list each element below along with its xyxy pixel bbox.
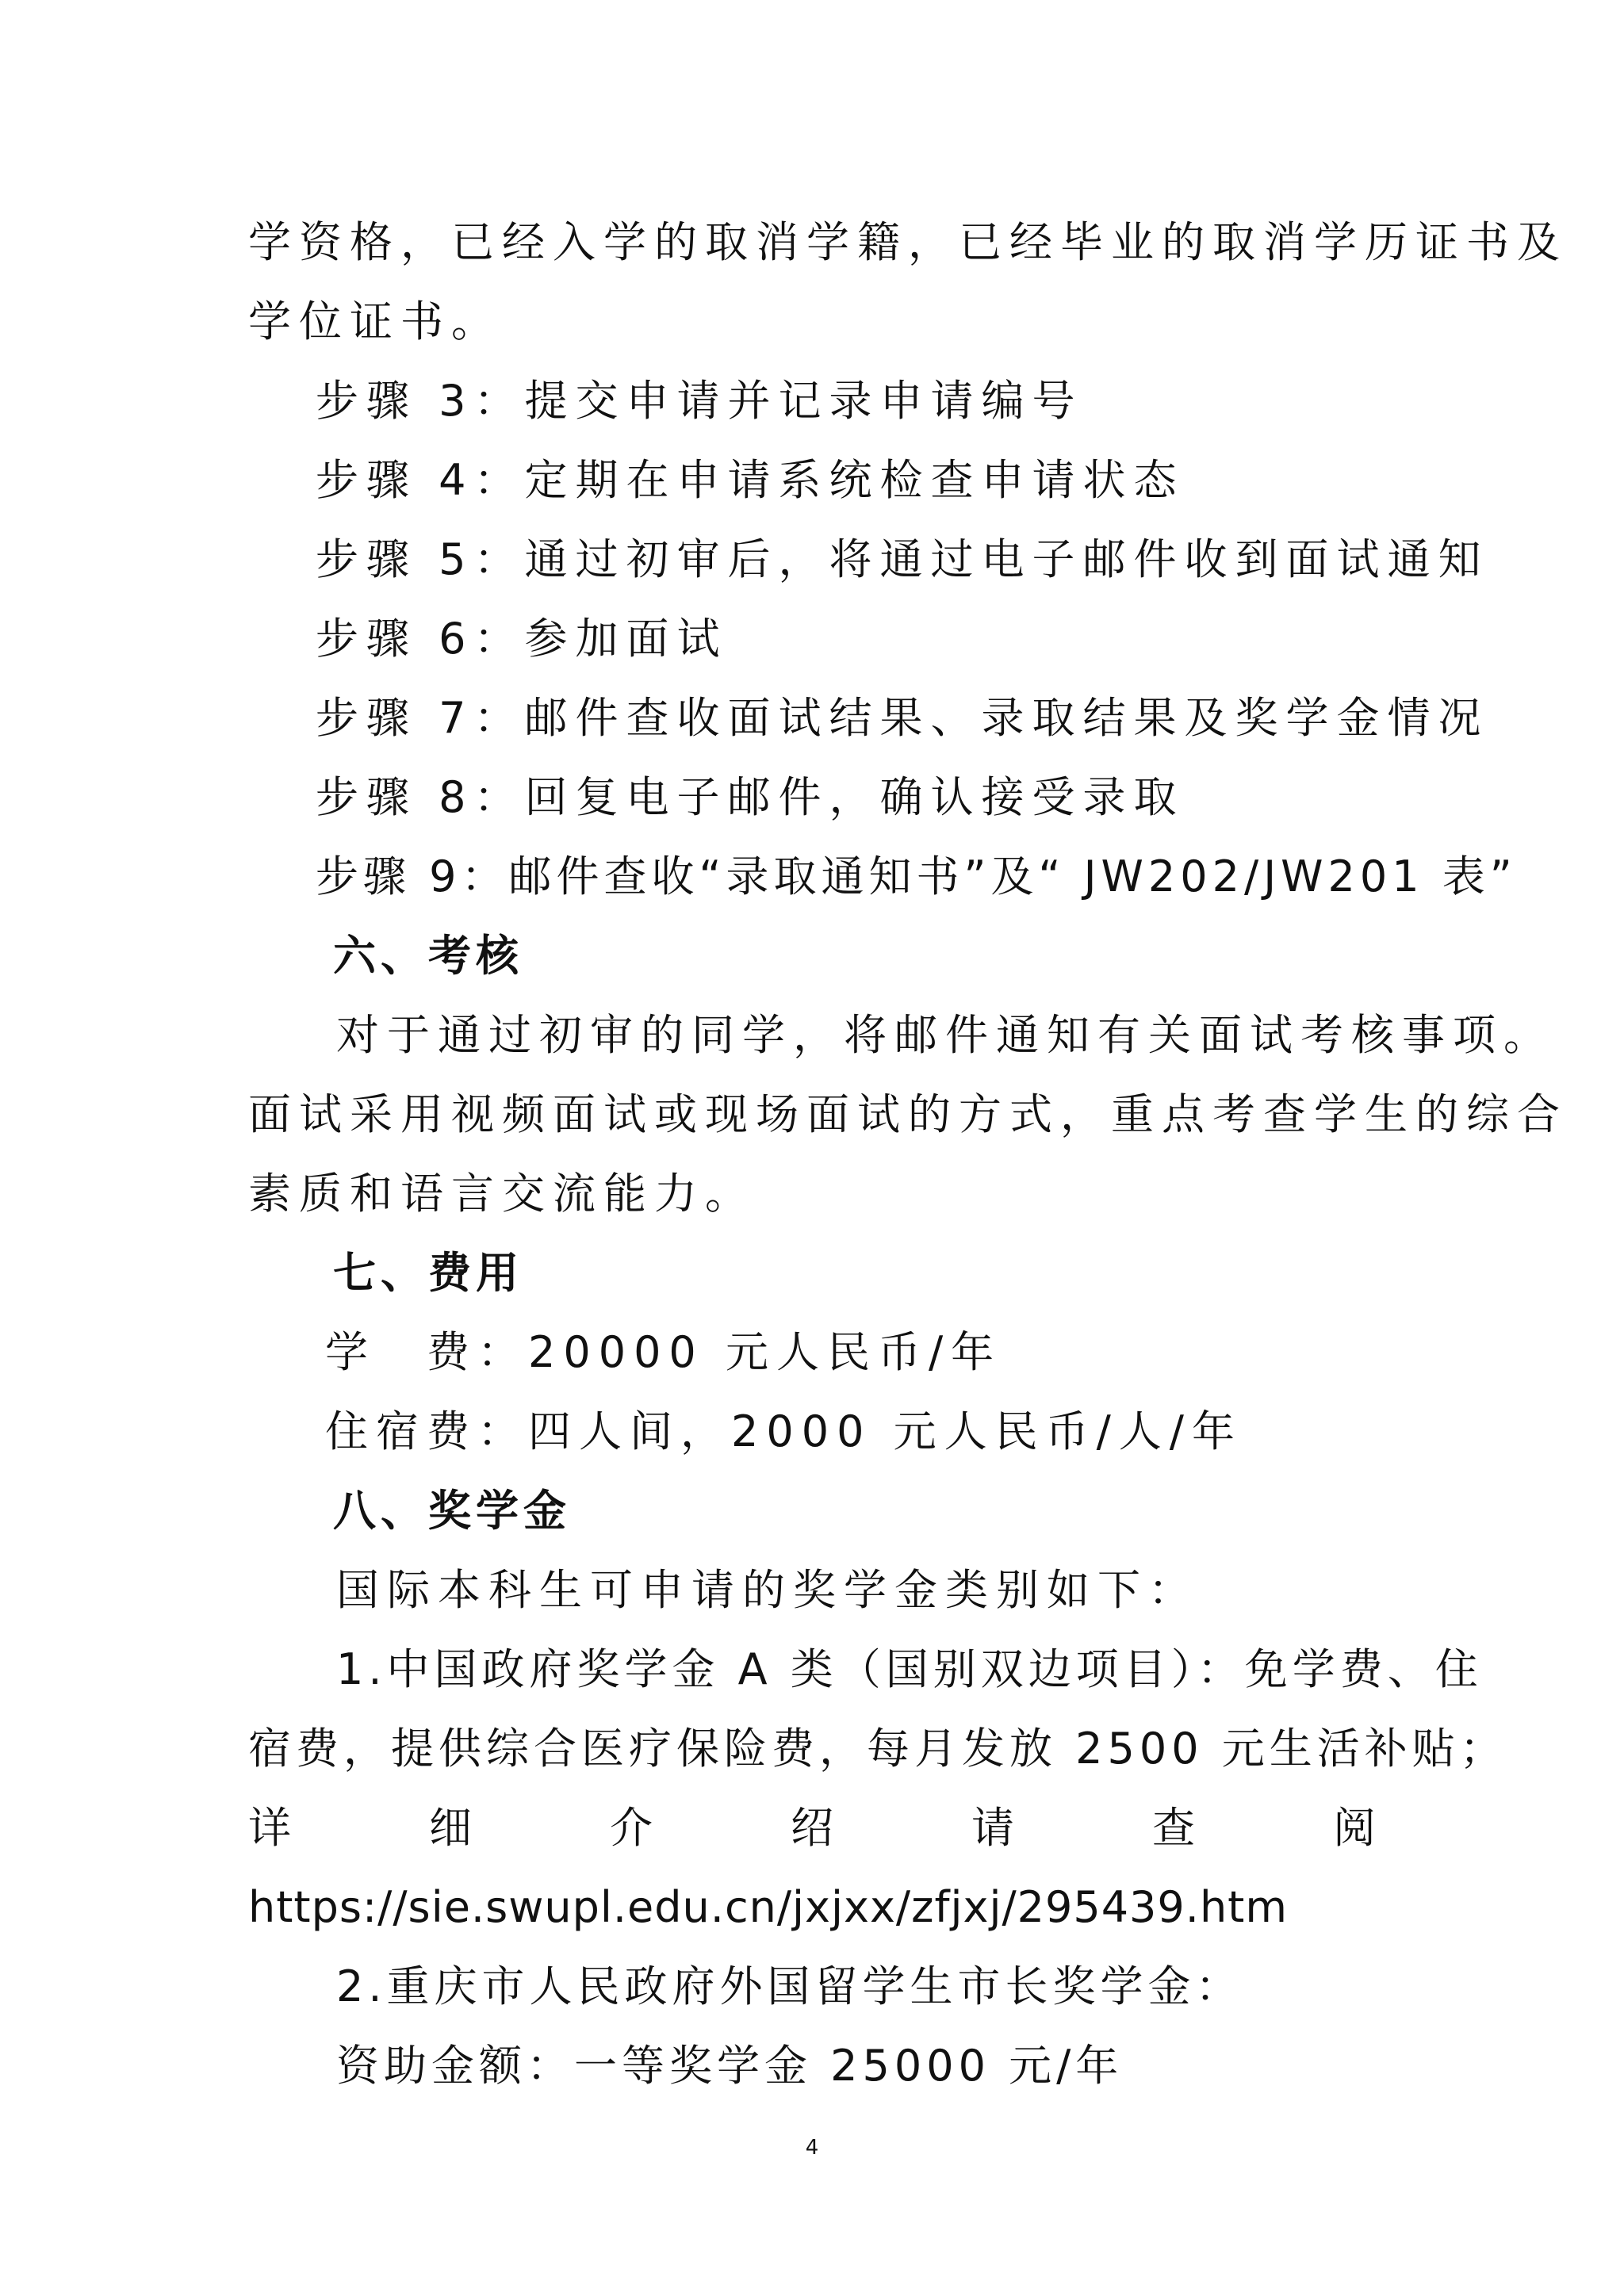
step-7-line: 步骤 7：邮件查收面试结果、录取结果及奖学金情况 <box>316 693 1489 743</box>
spread-text-line <box>248 1800 1376 1856</box>
step-8-line: 步骤 8：回复电子邮件，确认接受录取 <box>316 772 1185 822</box>
step-3-line: 步骤 3：提交申请并记录申请编号 <box>316 376 1083 426</box>
paragraph-line: 学资格，已经入学的取消学籍，已经毕业的取消学历证书及 <box>248 217 1568 267</box>
step-5-line: 步骤 5：通过初审后，将通过电子邮件收到面试通知 <box>316 534 1489 584</box>
url-text: https://sie.swupl.edu.cn/jxjxx/zfjxj/295439.htm <box>248 1882 1288 1932</box>
section-heading-assessment: 六、考核 <box>333 931 523 981</box>
tuition-fee-line: 学 费：20000 元人民币/年 <box>325 1327 1002 1377</box>
page-number: 4 <box>805 2136 819 2160</box>
spread-char: 绍 <box>791 1803 833 1853</box>
spread-char: 请 <box>971 1803 1014 1853</box>
spread-char: 阅 <box>1333 1803 1376 1853</box>
section-heading-fees: 七、费用 <box>333 1248 523 1298</box>
paragraph-line: 学位证书。 <box>248 297 502 346</box>
spread-char: 介 <box>610 1803 653 1853</box>
spread-char: 详 <box>248 1803 291 1853</box>
step-9-line: 步骤 9：邮件查收“录取通知书”及“ JW202/JW201 表” <box>316 851 1517 901</box>
accommodation-fee-line: 住宿费：四人间，2000 元人民币/人/年 <box>325 1406 1243 1456</box>
paragraph-line: 对于通过初审的同学，将邮件通知有关面试考核事项。 <box>336 1010 1554 1060</box>
paragraph-line: 素质和语言交流能力。 <box>248 1169 756 1219</box>
paragraph-line: 面试采用视频面试或现场面试的方式，重点考查学生的综合 <box>248 1089 1568 1139</box>
section-heading-scholarship: 八、奖学金 <box>333 1486 571 1536</box>
step-6-line: 步骤 6：参加面试 <box>316 614 728 664</box>
spread-char: 查 <box>1152 1803 1195 1853</box>
scholarship-item-1-line: 1.中国政府奖学金 A 类（国别双边项目）：免学费、住 <box>336 1644 1483 1694</box>
step-4-line: 步骤 4：定期在申请系统检查申请状态 <box>316 455 1185 505</box>
paragraph-line: 宿费，提供综合医疗保险费，每月发放 2500 元生活补贴； <box>248 1724 1507 1774</box>
scholarship-item-2-line: 2.重庆市人民政府外国留学生市长奖学金： <box>336 1961 1243 2011</box>
funding-amount-line: 资助金额：一等奖学金 25000 元/年 <box>336 2041 1124 2091</box>
paragraph-line: 国际本科生可申请的奖学金类别如下： <box>336 1565 1199 1615</box>
spread-char: 细 <box>429 1803 472 1853</box>
